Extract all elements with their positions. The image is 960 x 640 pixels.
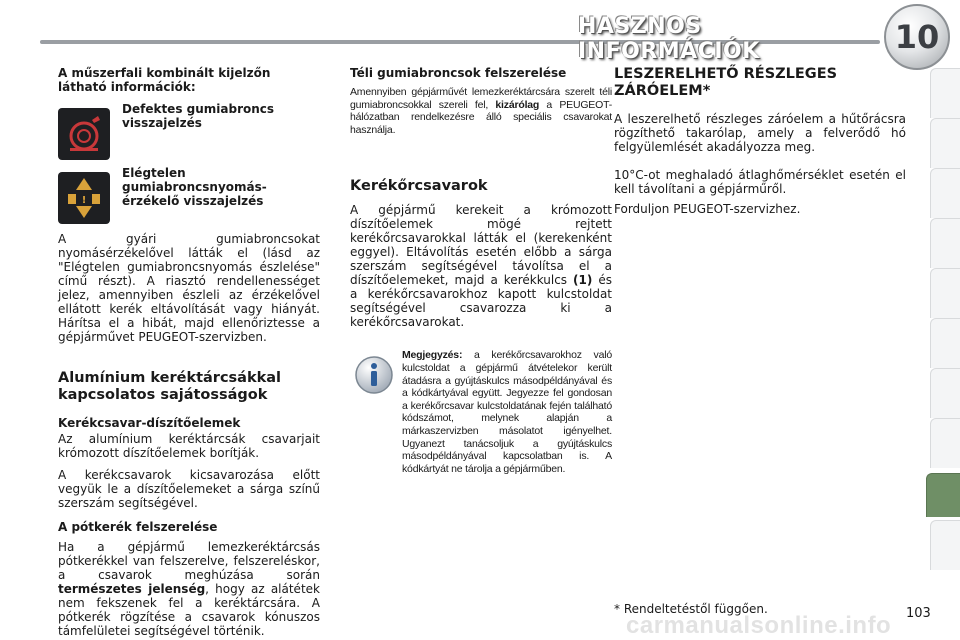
chapter-number: 10 [894, 18, 940, 56]
svg-text:!: ! [81, 195, 87, 206]
chapter-tab[interactable] [930, 118, 960, 168]
grille-cover-heading: LESZERELHETŐ RÉSZLEGES ZÁRÓELEM* [614, 66, 838, 99]
grille-cover-paragraph-1: A leszerelhető részleges záróelem a hűtőrácsra rögzíthető takarólap, amely a felverődő hó felgyülemlését akadályozza meg. [614, 112, 906, 154]
warning-light-row [58, 166, 320, 224]
winter-tyres-text: Amennyiben gépjárművét lemezkeréktárcsára szerelt téli gumiabroncsokkal szereli fel, [350, 86, 612, 111]
locking-bolts-paragraph [350, 203, 612, 329]
spare-wheel-text: Ha a gépjármű lemezkeréktárcsás pótkerékkel van felszerelve, felszereléskor, a csavarok meghúzása során [58, 540, 320, 582]
flat-tyre-warning-icon [58, 108, 110, 160]
grille-cover-paragraph-3: Forduljon PEUGEOT-szervizhez. [614, 202, 801, 216]
tyre-sensor-paragraph: A gyári gumiabroncsokat nyomásérzékelővel látták el (lásd az "Elégtelen gumiabroncsnyomás észlelése" című részt). A riasztó rendellenességet jelez, amennyiben észleli az érzékelővel ellátott kerék eltávolítását vagy hiányát. Hárítsa el a hibát, majd ellenőriztesse a gépjárművet PEUGEOT-szervizben. [58, 232, 320, 344]
tyre-pressure-warning-icon [58, 172, 110, 224]
watermark: carmanualsonline.info [626, 612, 892, 639]
note-box [350, 349, 612, 475]
chapter-tab[interactable] [930, 218, 960, 268]
chapter-tab-active[interactable] [926, 473, 960, 517]
note-body-text: a kerékőrcsavarokhoz való kulcstoldat a gépjármű átvételekor került átadásra a gyújtáskulcs másodpéldányával és a kódkártyával együtt. Jegyezze fel gondosan a kerékőrcsavar kulcstoldatának fején található kódszámot, melynek alapján a márkaszervizben másolatot igényelhet. Ugyanezt tanácsoljuk a gyújtáskulcs másodpéldányával kapcsolatban is. A kódkártyát ne tárolja a gépjárműben. [402, 349, 612, 475]
chapter-tab[interactable] [930, 318, 960, 368]
info-icon [354, 355, 394, 395]
note-text [402, 349, 612, 475]
spare-wheel-heading: A pótkerék felszerelése [58, 520, 218, 534]
chapter-tab[interactable] [930, 368, 960, 418]
chapter-tab[interactable] [930, 168, 960, 218]
chapter-tab[interactable] [930, 520, 960, 570]
wheel-wrench-reference: (1) [573, 273, 593, 288]
spare-wheel-paragraph [58, 540, 320, 638]
flat-tyre-warning-label: Defektes gumiabroncs visszajelzés [122, 102, 275, 130]
wheel-bolt-covers-heading: Kerékcsavar-díszítőelemek [58, 416, 241, 430]
footnote: * Rendeltetéstől függően. [614, 602, 768, 616]
chapter-title: HASZNOS INFORMÁCIÓK [578, 14, 760, 64]
spare-wheel-text-end: , hogy az alátétek nem fekszenek fel a keréktárcsára. A pótkerék rögzítése a csavarok kónuszos támfelületei segítségével történik. [58, 582, 320, 638]
column-middle [350, 66, 612, 475]
spare-wheel-emphasis: természetes jelenség [58, 582, 206, 596]
wheel-bolt-covers-paragraph-1: Az alumínium keréktárcsák csavarjait krómozott díszítőelemek borítják. [58, 432, 320, 460]
locking-bolts-section-title: Kerékőrcsavarok [350, 178, 488, 195]
chapter-tab[interactable] [930, 418, 960, 468]
column-left [58, 66, 320, 638]
winter-tyres-paragraph [350, 86, 612, 136]
winter-tyres-heading: Téli gumiabroncsok felszerelése [350, 66, 567, 80]
note-label: Megjegyzés: [402, 349, 463, 362]
locking-bolts-text: A gépjármű kerekeit a krómozott díszítőelemek mögé rejtett kerékőrcsavarokkal látták el (kerekenként eggyel). Eltávolítás esetén előbb a sárga szerszám segítségével távolítsa el a díszítőelemeket, majd a kerékkulcs [350, 203, 612, 288]
chapter-badge [884, 4, 950, 70]
page-header [0, 0, 960, 62]
dashboard-info-heading: A műszerfali kombinált kijelzőn látható információk: [58, 66, 271, 94]
warning-light-row [58, 102, 320, 160]
wheel-bolt-covers-paragraph-2: A kerékcsavarok kicsavarozása előtt vegyük le a díszítőelemeket a sárga színű szerszám segítségével. [58, 468, 320, 510]
chapter-tab[interactable] [930, 268, 960, 318]
tyre-pressure-warning-label: Elégtelen gumiabroncsnyomás-érzékelő visszajelzés [122, 166, 267, 208]
grille-cover-paragraph-2: 10°C-ot meghaladó átlaghőmérséklet esetén el kell távolítani a gépjárműről. [614, 168, 906, 196]
column-right [614, 66, 906, 216]
chapter-tab[interactable] [930, 68, 960, 118]
winter-tyres-text-end: a PEUGEOT-hálózatban rendelkezésre álló speciális csavarokat használja. [350, 98, 612, 136]
page-number: 103 [906, 606, 931, 621]
winter-tyres-emphasis: kizárólag [495, 98, 540, 111]
chapter-tab-strip [930, 68, 960, 628]
locking-bolts-text-end: és a kerékőrcsavarokhoz kapott kulcstoldat segítségével csavarozza ki a kerékőrcsavarokat. [350, 273, 612, 330]
alloy-wheels-section-title: Alumínium keréktárcsákkal kapcsolatos sajátosságok [58, 370, 282, 403]
